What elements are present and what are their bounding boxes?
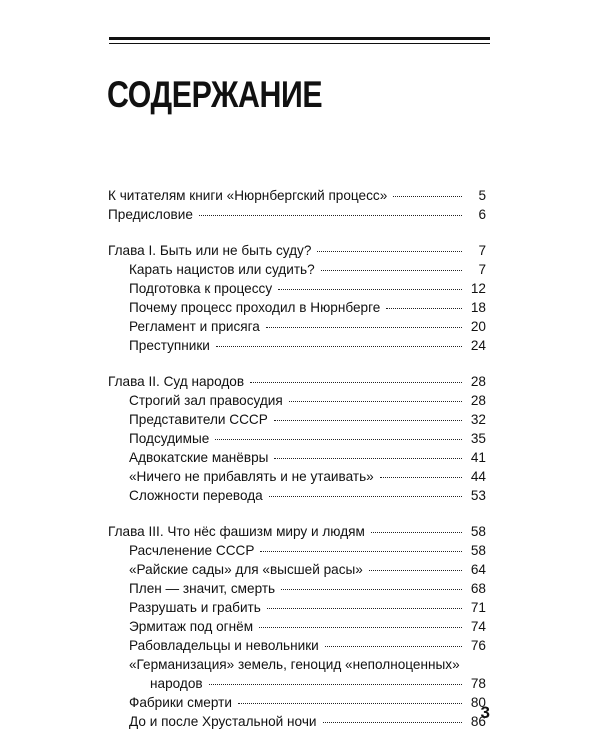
dot-leader — [266, 327, 462, 328]
toc-entry-page: 53 — [470, 488, 486, 503]
dot-leader — [325, 646, 462, 647]
toc-entry-page: 80 — [470, 695, 486, 710]
toc-entry-title: Рабовладельцы и невольники — [129, 638, 319, 653]
toc-entry[interactable] — [108, 522, 486, 541]
toc-entry-title: Подготовка к процессу — [129, 281, 273, 296]
toc-entry-page: 20 — [470, 319, 486, 334]
dot-leader — [209, 684, 462, 685]
toc-entry-title: Эрмитаж под огнём — [129, 619, 254, 634]
toc-entry-page: 76 — [470, 638, 486, 653]
dot-leader — [317, 251, 462, 252]
toc-entry-title: Почему процесс проходил в Нюрнберге — [129, 300, 381, 315]
toc-entry-title: «Ничего не прибавлять и не утаивать» — [129, 469, 374, 484]
toc-entry-page: 64 — [470, 562, 486, 577]
toc-entry-page: 24 — [470, 338, 486, 353]
dot-leader — [250, 382, 462, 383]
toc-group — [108, 522, 486, 731]
toc-group — [108, 241, 486, 355]
dot-leader — [274, 420, 462, 421]
dot-leader — [199, 215, 462, 216]
toc-entry-title: Плен — значит, смерть — [129, 581, 276, 596]
toc-subentry[interactable] — [108, 260, 486, 279]
toc-subentry[interactable] — [108, 391, 486, 410]
dot-leader — [323, 722, 463, 723]
toc-entry-title: «Райские сады» для «высшей расы» — [129, 562, 363, 577]
dot-leader — [393, 196, 462, 197]
toc-entry-title: Сложности перевода — [129, 488, 263, 503]
toc-subentry[interactable] — [108, 579, 486, 598]
toc-entry-title: Карать нацистов или судить? — [129, 262, 315, 277]
toc-subentry[interactable] — [108, 336, 486, 355]
toc-entry-page: 28 — [470, 393, 486, 408]
dot-leader — [289, 401, 462, 402]
toc-entry[interactable] — [108, 186, 486, 205]
dot-leader — [238, 703, 462, 704]
toc-entry-title: Преступники — [129, 338, 210, 353]
toc-entry-title-continuation: народов — [150, 676, 203, 691]
toc-entry-page: 74 — [470, 619, 486, 634]
toc-entry-title: К читателям книги «Нюрнбергский процесс» — [108, 188, 388, 203]
toc-entry-page: 12 — [470, 281, 486, 296]
dot-leader — [216, 346, 462, 347]
toc-subentry[interactable] — [108, 560, 486, 579]
dot-leader — [380, 477, 462, 478]
toc-entry-page: 18 — [470, 300, 486, 315]
toc-entry-page: 7 — [478, 243, 486, 258]
dot-leader — [371, 532, 462, 533]
toc-subentry[interactable] — [108, 541, 486, 560]
dot-leader — [321, 270, 462, 271]
toc-group — [108, 372, 486, 505]
dot-leader — [215, 439, 462, 440]
toc-subentry[interactable] — [108, 448, 486, 467]
table-of-contents — [108, 186, 486, 748]
toc-entry-page: 7 — [478, 262, 486, 277]
toc-entry-title: Фабрики смерти — [129, 695, 232, 710]
toc-entry[interactable] — [108, 655, 486, 674]
dot-leader — [281, 589, 462, 590]
dot-leader — [269, 496, 462, 497]
toc-subentry[interactable] — [108, 317, 486, 336]
dot-leader — [274, 458, 462, 459]
toc-entry-title: Подсудимые — [129, 431, 210, 446]
dot-leader — [369, 570, 462, 571]
toc-entry-title: Строгий зал правосудия — [129, 393, 283, 408]
toc-entry-page: 68 — [470, 581, 486, 596]
toc-subentry[interactable] — [108, 467, 486, 486]
toc-entry-continuation[interactable] — [108, 674, 486, 693]
toc-subentry[interactable] — [108, 429, 486, 448]
toc-entry-title: Глава III. Что нёс фашизм миру и людям — [108, 524, 365, 539]
toc-subentry[interactable] — [108, 617, 486, 636]
dot-leader — [386, 308, 462, 309]
toc-entry-title: Представители СССР — [129, 412, 268, 427]
toc-entry[interactable] — [108, 205, 486, 224]
toc-entry-page: 35 — [470, 431, 486, 446]
toc-entry-title: Глава I. Быть или не быть суду? — [108, 243, 312, 258]
toc-entry-title: Глава II. Суд народов — [108, 374, 245, 389]
toc-entry-title: До и после Хрустальной ночи — [129, 714, 317, 729]
toc-entry-page: 41 — [470, 450, 486, 465]
toc-entry-title: Разрушать и грабить — [129, 600, 261, 615]
toc-subentry[interactable] — [108, 298, 486, 317]
toc-entry-title: «Германизация» земель, геноцид «неполноценных» — [129, 657, 460, 672]
dot-leader — [278, 289, 462, 290]
toc-entry-page: 5 — [478, 188, 486, 203]
toc-entry-page: 58 — [470, 524, 486, 539]
top-rule-thin — [109, 43, 490, 44]
page-number: 3 — [480, 703, 490, 722]
toc-entry-page: 28 — [470, 374, 486, 389]
toc-entry-title: Регламент и присяга — [129, 319, 260, 334]
toc-subentry[interactable] — [108, 598, 486, 617]
toc-entry-title: Адвокатские манёвры — [129, 450, 269, 465]
dot-leader — [267, 608, 462, 609]
toc-subentry[interactable] — [108, 636, 486, 655]
toc-entry-page: 32 — [470, 412, 486, 427]
toc-entry-page: 58 — [470, 543, 486, 558]
toc-group — [108, 186, 486, 224]
toc-entry-title: Расчленение СССР — [129, 543, 255, 558]
dot-leader — [259, 627, 462, 628]
toc-subentry[interactable] — [108, 712, 486, 731]
toc-entry-page: 78 — [470, 676, 486, 691]
toc-entry[interactable] — [108, 372, 486, 391]
toc-subentry[interactable] — [108, 279, 486, 298]
toc-entry-page: 86 — [470, 714, 486, 729]
toc-entry-page: 6 — [478, 207, 486, 222]
toc-entry-page: 44 — [470, 469, 486, 484]
toc-entry-title: Предисловие — [108, 207, 193, 222]
top-rule-thick — [109, 37, 490, 40]
toc-entry[interactable] — [108, 241, 486, 260]
dot-leader — [260, 551, 462, 552]
toc-subentry[interactable] — [108, 693, 486, 712]
toc-subentry[interactable] — [108, 410, 486, 429]
toc-entry-page: 71 — [470, 600, 486, 615]
page-title: СОДЕРЖАНИЕ — [107, 74, 323, 115]
toc-subentry[interactable] — [108, 486, 486, 505]
